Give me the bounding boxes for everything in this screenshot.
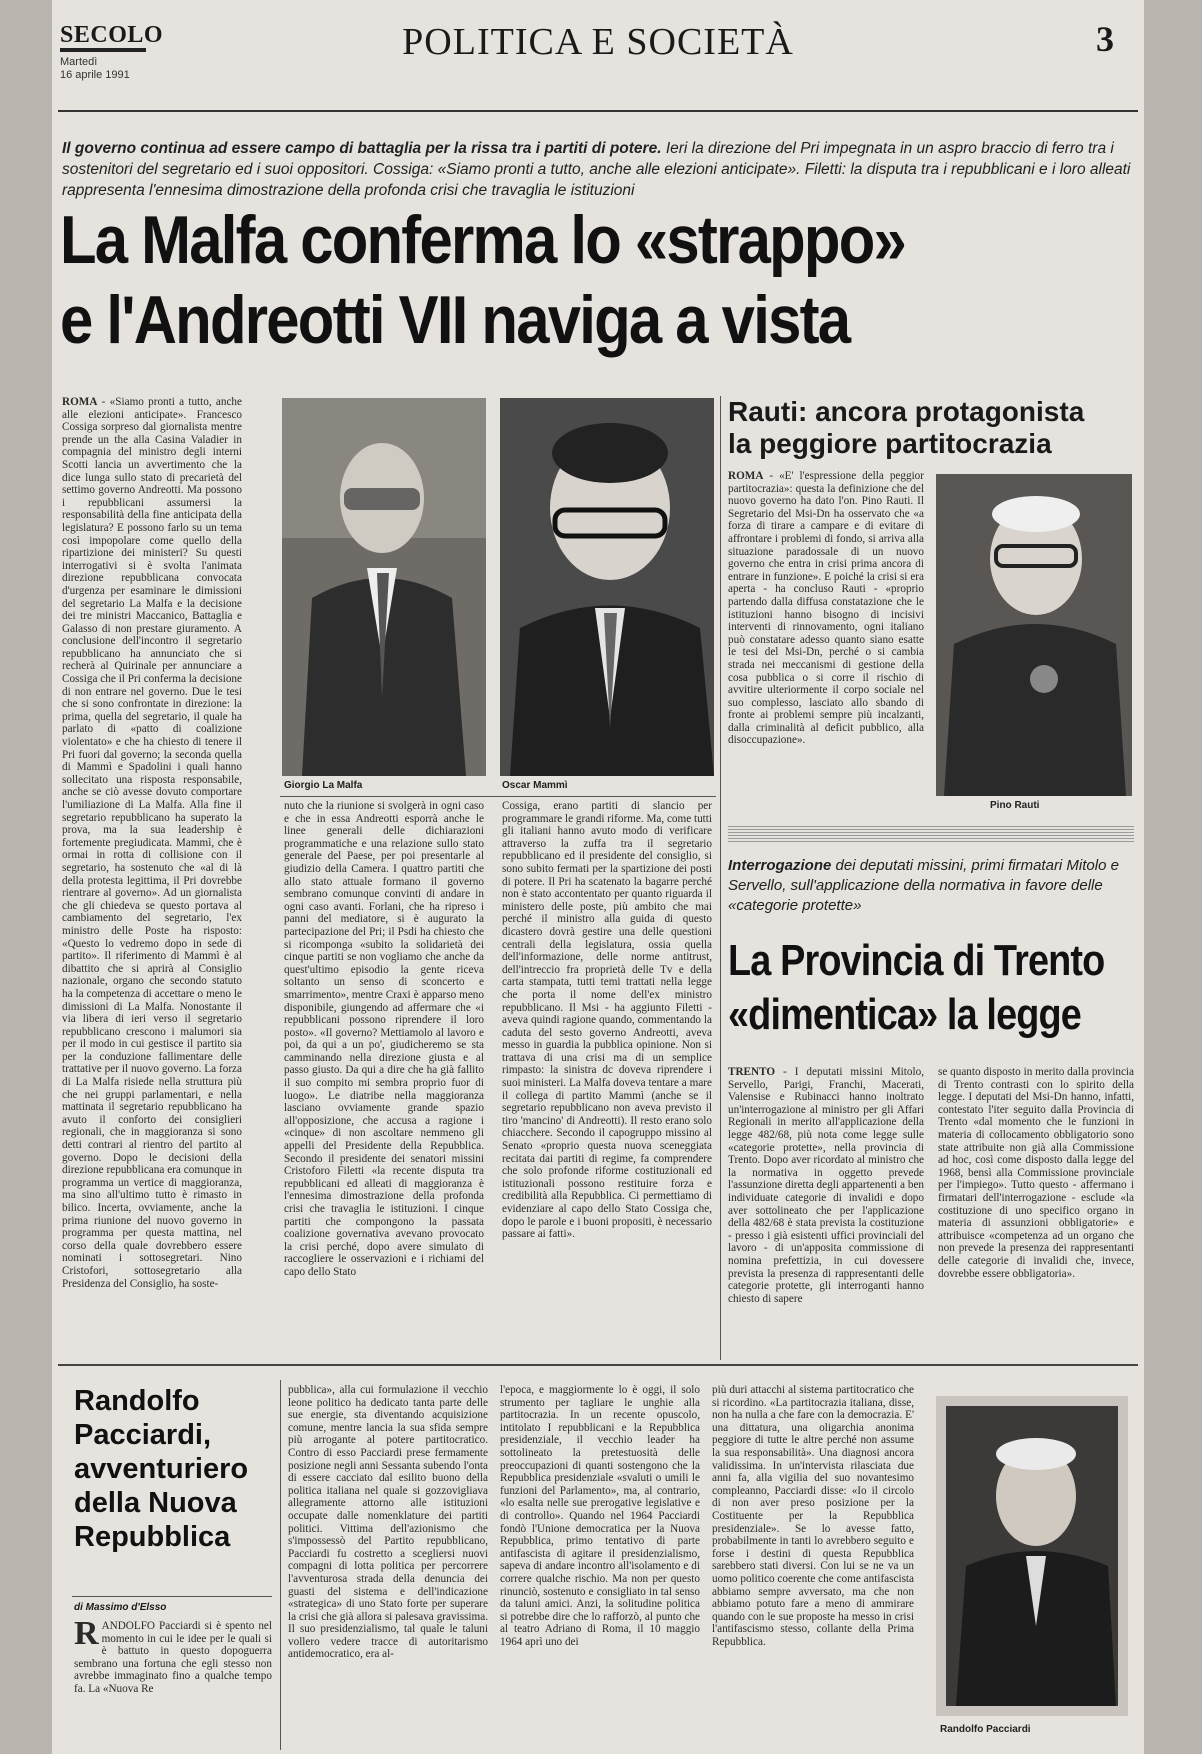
trento-col1-text: - I deputati missini Mitolo, Servello, Parigi, Franchi, Macerati, Valensise e Rubinacci hanno inoltrato un'interrogazione al ministro per gli Affari Regionali in merito all'applicazione della legge 482/68, più nota come legge sulle «categorie protette», nella provincia di Trento. Dopo aver ricordato al ministro che la normativa in oggetto prevede l'assunzione diretta degli appartenenti a ben individuate categorie di invalidi e dopo aver sottolineato che per l'applicazione della 482/68 è stata prevista la costituzione - presso i già esistenti uffici provinciali del lavoro - di un'apposita commissione di nomina prefettizia, in cui dovessere prevista la presenza di rappresentanti delle categorie protette, gli interroganti hanno chiesto di sapere (728, 1066, 924, 1305)
main-col3-text: Cossiga, erano partiti di slancio per programmare le grandi riforme. Ma, come tutti gli italiani hanno avuto modo di verificare attraverso la zuffa tra il segretario repubblicano ed il presidente del consiglio, si sono subito fermati per la spartizione dei posti di potere. Il Pri ha scatenato la bagarre perché non è stato accontentato per quanto riguarda il ministero delle poste, più ambito che mai perché il ministro alla guida di questo dicastero dovrà gestire una delle questioni centrali della legislatura, ossia quella dell'informazione, delle norme antitrust, dell'intreccio fra proprietà delle Tv e della carta stampata, tutti temi trattati nella legge che porta il nome dell'ex ministro repubblicano. Il Msi - ha aggiunto Filetti - aveva quindi ragione quando, commentando la caduta del sesto governo Andreotti, aveva messo in guardia la pubblica opinione. Non si trattava di una crisi ma di un semplice rimpasto: la sinistra dc doveva riprendere i suoi ministeri. La Malfa doveva tentare a mare il collega di partito Mammì (anche se il segretario repubblicano non aveva previsto il tiro 'mancino' di Andreotti). Il resto erano solo chiacchere. Secondo il capogruppo missino al Senato «proprio questa nuova sceneggiata recitata dai partiti di regime, fa comprendere che solo profonde riforme costituzionali ed istituzionali possono restituire forza e credibilità alla Repubblica. Ci permettiamo di evidenziare al capo dello Stato Cossiga che, dopo le parole e i buoni propositi, è necessario passare ai fatti». (502, 800, 712, 1241)
masthead-date-value: 16 aprile 1991 (60, 69, 130, 81)
caption-la-malfa: Giorgio La Malfa (284, 780, 363, 791)
hatch-divider (728, 826, 1134, 842)
mammi-portrait-icon (500, 398, 714, 776)
pacciardi-headline: Randolfo Pacciardi, avventuriero della Nuova Repubblica (74, 1385, 249, 1553)
pacciardi-portrait-icon (936, 1396, 1128, 1716)
main-col1-text: - «Siamo pronti a tutto, anche alle elezioni anticipate». Francesco Cossiga sorpreso dal giornalista mentre prende un the alla Casina Valadier in compagnia del ministro degli interni Scotti lancia un avvertimento che la dice lunga sullo stato di precarietà del settimo governo Andreotti. Ma possono i repubblicani assumersi la responsabilità della fine anticipata della legislatura? E possono farlo su un tema così impopolare come quello della ripartizione dei ministeri? Su questi interrogativi si è svolta l'animata direzione repubblicana convocata d'urgenza per esaminare le dimissioni del segretario La Malfa e la decisione dei tre ministri Maccanico, Battaglia e Galasso di non prestare giuramento. A conclusione dell'incontro il segretario repubblicano ha annunciato che si recherà al Quirinale per annunciare a Cossiga che il Pri conferma la decisione di non entrare nel governo. Due le tesi che si sono confrontate in direzione: la prima, quella del segretario, il quale ha parlato di «patto di coalizione violentato» e che ha chiesto di tenere il Pri fuori dal governo; la seconda quella di Mammì e Spadolini i quali hanno sollecitato una risposta responsabile, anche se ciò avesse dovuto comportare l'umiliazione di La Malfa. Alla fine il segretario repubblicano ha superato la prova, ma la sua leadership è fortemente pregiudicata. Mammì, che è ormai in rotta di collisione con il segretario, ha sostenuto che «al di là della protesta legittima, il Pri dovrebbe rientrare al governo». Ad un giornalista che gli chiedeva se questo portava al cambiamento del segretario, l'ex ministro delle Poste ha risposto: «Questo lo vedremo dopo in sede di partito». Il riferimento di Mammì è al dibattito che si aprirà al Consiglio nazionale, organo che secondo statuto ha la competenza di accettare o meno le dimissioni di La Malfa. Nonostante il via libera di ieri verso il segretario repubblicano crescono i malumori sia per il modo in cui gestisce il partito sia per la conduzione fallimentare delle trattative per il nuovo governo. La forza di La Malfa risiede nella struttura più che nei gruppi parlamentari, e nella mattinata il segretario repubblicano ha avuto il conforto dei consiglieri regionali, che in maggioranza si sono detti contrari al rientro del partito al governo. Dopo le decisioni della direzione repubblicana era comunque in programma un vertice di maggioranza, ma sino all'ultimo tutto è rimasto in bilico. Incerta, ovviamente, anche la prima riunione del nuovo governo in programma per questa mattina, nel corso della quale dovrebbero essere nominati i sottosegretari. Nino Cristofori, sottosegretario alla Presidenza del Consiglio, ha soste- (62, 396, 242, 1290)
photo-pacciardi (936, 1396, 1128, 1716)
rauti-body: - «E' l'espressione della peggior partitocrazia»: questa la definizione che del nuovo governo ha dato l'on. Pino Rauti. Il Segretario del Msi-Dn ha osservato che «a forza di tirare a campare e di evitare di affrontare i problemi di fondo, si arriva alla situazione paradossale di un nuovo governo che entra in crisi prima ancora di entrare in funzione». E poiché la crisi si era aperta - ha concluso Rauti - «proprio partendo dalla diffusa constatazione che le istituzioni hanno bisogno di incisivi interventi di rinnovamento, ogni italiano può constatare adesso quanto siano esatte le tesi del Msi-Dn, perché o si cambia strada nei meccanismi di gestione della cosa pubblica o si corre il rischio di avvitire ulteriormente il corpo sociale nel suo complesso, lasciato allo sbando di fronte ai problemi sempre più incalzanti, dalla criminalità al deficit pubblico, alla disoccupazione». (728, 470, 924, 747)
photo-mammi (500, 398, 714, 776)
pacciardi-byline: di Massimo d'Elsso (74, 1602, 167, 1613)
rauti-portrait-icon (936, 474, 1132, 796)
trento-kicker-rest: dei deputati missini, primi firmatari Mitolo e Servello, sull'applicazione della normativa in favore delle «categorie protette» (728, 857, 1119, 914)
rauti-headline-line2: la peggiore partitocrazia (728, 428, 1052, 459)
main-col2-text: nuto che la riunione si svolgerà in ogni caso e che in essa Andreotti esporrà anche le linee generali delle dichiarazioni programmatiche e una relazione sullo stato generale del Paese, per poi presentarle al giudizio della Camera. I quattro partiti che allo stato attuale formano il governo sembrano comunque convinti di andare in ogni caso avanti. Forlani, che ha ripreso i panni del mediatore, si è augurato la partecipazione del Pri; il Psdi ha chiesto che si ricomponga «subito la solidarietà dei cinque partiti se non vogliamo che anche da quest'ultimo episodio la gente riceva soltanto un senso di sconcerto e smarrimento», mentre Craxi è apparso meno disponibile, giungendo ad affermare che «i repubblicani possono riprendere il loro posto». «Il governo? Mettiamolo al lavoro e poi, da qui a un po', giudicheremo se sta camminando nella direzione giusta e al passo giusto. Da qui a dire che ha già fallito il suo compito mi sembra proprio fuor di luogo». Le diatribe nella maggioranza lasciano ovviamente grande spazio all'opposizione, che accusa a ragione i «cinque» di non ascoltare nemmeno gli appelli del Presidente della Repubblica. Secondo il presidente dei senatori missini Cristoforo Filetti «la recente disputa tra repubblicani ed alleati di maggioranza è l'ennesima dimostrazione della profonda crisi che travaglia le istituzioni. I cinque partiti che compongono la passata coalizione governativa avevano provocato la crisi perché, dopo avere simulato di raccogliere le osservazioni e i richiami del capo dello Stato (284, 800, 484, 1278)
pacciardi-col2-text: pubblica», alla cui formulazione il vecchio leone politico ha dedicato tanta parte delle sue energie, sta diventando acquisizione comune, mentre lancia la sua sfida sempre più arrogante al potere partitocratico. Contro di esso Pacciardi prese fermamente posizione negli anni Sessanta subendo l'onta di essere cacciato dal esilito buono della politica italiana nel quale si gozzovigliava allegramente attorno alle istituzioni occupate dalle nomenklature dei partiti politici. Vittima dell'azionismo che s'impossessò del Partito repubblicano, Pacciardi fu costretto a scegliersi nuovi compagni di lotta politica per percorrere l'avventurosa strada della denuncia dei guasti del sistema e dell'indicazione «strategica» di uno Stato forte per superare la crisi che già allora si palesava gravissima. Il suo presidenzialismo, tal quale le taluni vollero vedere tracce di autoritarismo antidemocratico, era al- (288, 1384, 488, 1661)
header-rule (58, 110, 1138, 112)
pacciardi-column-2 (288, 1384, 488, 1750)
pacciardi-col1-text: ANDOLFO Pacciardi si è spento nel momento in cui le idee per le quali si è battuto in questo dopoguerra sembrano una fortuna che egli stesso non avrebbe immaginato fino a qualche tempo fa. La «Nuova Re (74, 1620, 272, 1695)
main-article-column-2 (284, 800, 484, 1356)
rauti-text (728, 470, 924, 810)
trento-dateline: TRENTO (728, 1066, 776, 1078)
pacciardi-column-1 (74, 1620, 272, 1750)
trento-headline-line2: «dimentica» la legge (728, 990, 1081, 1039)
trento-kicker (728, 856, 1128, 916)
trento-column-2 (938, 1066, 1134, 1356)
pacciardi-byline-rule (72, 1596, 272, 1597)
photo-la-malfa (282, 398, 486, 776)
rauti-headline-line1: Rauti: ancora protagonista (728, 396, 1085, 427)
main-article-column-3 (502, 800, 712, 1356)
newspaper-page (52, 0, 1144, 1754)
trento-headline-line1: La Provincia di Trento (728, 936, 1105, 985)
la-malfa-portrait-icon (282, 398, 486, 776)
pacciardi-top-rule (58, 1364, 1138, 1366)
caption-rauti: Pino Rauti (990, 800, 1040, 811)
kicker (62, 138, 1132, 201)
pacciardi-column-4 (712, 1384, 914, 1750)
column-divider (720, 396, 721, 1360)
page-number: 3 (1096, 19, 1114, 59)
main-headline-line1: La Malfa conferma lo «strappo» (60, 202, 906, 278)
photo-rauti (936, 474, 1132, 796)
main-headline-line2: e l'Andreotti VII naviga a vista (60, 282, 850, 358)
trento-column-1 (728, 1066, 924, 1356)
caption-pacciardi: Randolfo Pacciardi (940, 1724, 1031, 1735)
caption-mammi: Oscar Mammì (502, 780, 568, 791)
main-article-column-1 (62, 396, 242, 1356)
section-title: POLITICA E SOCIETÀ (402, 21, 794, 63)
rauti-headline (728, 396, 1138, 460)
trento-col2-text: se quanto disposto in merito dalla provincia di Trento contrasti con lo spirito della legge. I deputati del Msi-Dn hanno, infatti, contestato l'iter seguito dalla Provincia di Trento «dal momento che le funzioni in materia di collocamento obbligatorio sono state attribuite non già alla Commissione ad hoc, così come disposto dalla legge del 1968, bensì alla Commissione provinciale per l'impiego». Tutto questo - affermano i firmatari dell'interrogazione - esclude «la costituzione di uno specifico organo in materia di assunzioni obbligatorie» e attribuisce «competenza ad un organo che non prevede la presenza dei rappresentanti delle categorie di invalidi che, invece, dovrebbe essere obbligatoria». (938, 1066, 1134, 1280)
masthead-day: Martedì (60, 56, 98, 68)
pacciardi-divider-1 (280, 1380, 281, 1750)
main-dateline: ROMA (62, 396, 98, 408)
pacciardi-dropcap: R (74, 1620, 99, 1652)
pacciardi-column-3 (500, 1384, 700, 1750)
kicker-bold: Il governo continua ad essere campo di battaglia per la rissa tra i partiti di potere. (62, 140, 662, 157)
pacciardi-col3-text: l'epoca, e maggiormente lo è oggi, il solo strumento per tagliare le unghie alla partitocrazia. In un recente opuscolo, intitolato I repubblicani e la Repubblica presidenziale, il vecchio leader ha sottolineato la pretestuosità delle preoccupazioni di quanti sostengono che la Repubblica presidenziale «svaluti o umili le funzioni del Parlamento», ma, al contrario, «lo esalta nelle sue prerogative legislative e di controllo». Quando nel 1964 Pacciardi fondò l'Unione democratica per la Nuova Repubblica, primo tentativo di parte antifascista di agitare il presidenzialismo, sapeva di andare incontro all'isolamento e di correre qualche rischio. Ma non per questo rinunciò, sostenuto e consigliato in tal senso da taluni amici. Anzi, la solitudine politica si potrebbe dire che lo rafforzò, al punto che al teatro Adriano di Roma, il 10 maggio 1964 aprì uno dei (500, 1384, 700, 1648)
rauti-dateline: ROMA (728, 470, 764, 482)
kicker-rest: Ieri la direzione del Pri impegnata in un aspro braccio di ferro tra i sostenitori del segretario ed i suoi oppositori. Cossiga: «Siamo pronti a tutto, anche alle elezioni anticipate». Filetti: la disputa tra i repubblicani e i loro alleati rappresenta l'ennesima dimostrazione della profonda crisi che travaglia le istituzioni (62, 140, 1131, 199)
pacciardi-col4-text: più duri attacchi al sistema partitocratico che si ricordino. «La partitocrazia italiana, disse, non ha nulla a che fare con la democrazia. E' una dittatura, una oligarchia anonima peggiore di tutte le altre perché non assume la sua responsabilità». Una diagnosi ancora validissima. In un'intervista rilasciata due anni fa, alla vigilia del suo novantesimo compleanno, Pacciardi disse: «Io il circolo di non aver preso posizione per la Costituente per la Repubblica presidenziale». Se lo avesse fatto, probabilmente in tanti lo avrebbero seguito e forse i destini di questa Repubblica sarebbero stati diversi. Con lui se ne va un uomo politico coerente che come antifascista abbiamo sempre avversato, ma che non abbiamo potuto fare a meno di ammirare quando con le sue proposte ha messo in crisi l'antifascismo stesso, collante della Prima Repubblica. (712, 1384, 914, 1648)
masthead-name: SECOLO (60, 22, 164, 48)
main-headline (60, 200, 1002, 360)
photo-bottom-rule (280, 796, 716, 797)
trento-kicker-bold: Interrogazione (728, 857, 832, 874)
trento-headline (728, 934, 1105, 1042)
